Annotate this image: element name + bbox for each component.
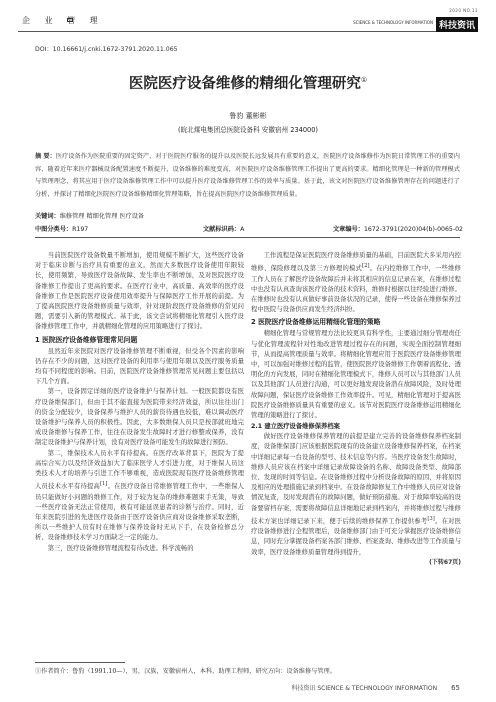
- abstract-text: 医疗设备作为医院重要的固定资产，对于医院医疗服务的提升以及医院长远发展具有重要的意义，医院医疗设备维修作为医院日常管理工作的重要内容，随着近年来医疗器械设备配置速度不断提升，设备维修的难度变高，对医院医疗设备维修管理工作提出了更高的要求。精细化管理是一种新的管理模式与管理理念，将其应用于医疗设备维修管理工作中可以提升医疗设备维修管理工作的效率与质量。基于此，该文对医院医疗设备维修管理存在的问题进行了分析，并探讨了精细化医院医疗设备维修精细化管理策略，旨在提高医院医疗设备维修管理质量。: [35, 153, 460, 198]
- article-value: 1672-3791(2020)04(b)-0065-02: [363, 226, 463, 233]
- journal-masthead: [353, 8, 478, 32]
- clc-number: [35, 224, 88, 233]
- paragraph: 第三，医疗设备维修管理流程有待改进。科学流畅的: [47, 544, 194, 552]
- clc-label: 中图分类号：: [35, 226, 73, 233]
- title-footnote-mark: ①: [360, 76, 368, 85]
- citation-ref: [3]: [427, 515, 435, 522]
- paragraph-text: 。在医疗设备日常维修管理工作中，一些维保人员只能做好小问题的维修工作，对于较为复杂的维修难题束手无策，导致一些医疗设备无法正常使用，极有可能延误患者的诊断与治疗。同时，近年来医院引进的先进医疗设备由于医疗设备供应商对设备维修采取垄断，所以一些维护人员有时在维修与保养设备时无从下手，在设备检修总分析、设备维修技术学习方面缺乏一定的能力。: [35, 483, 244, 542]
- paragraph-text: 。在对医疗设备维修进行全程管理后，设备维修部门由于可充分掌握医疗设备维修信息，同时充分掌握设备档案各部门维修、档案查询、维修改进等工作质量与效率，医疗设备维修质量管理得到提升，: [251, 517, 461, 556]
- keywords-text: 维修管理 精细化管理 医疗设备: [59, 213, 145, 220]
- footnote-rule: [35, 662, 125, 663]
- affiliation: (皖北煤电集团总医院设备科 安徽宿州 234000): [177, 126, 318, 134]
- paragraph: 第一，设备固定详细的医疗设备维护与保养计划。一般医院都设有医疗设备维保部门，但由于其不能直接为医院带来经济效益，所以往往出门的资金分配较少，设备保养与维护人员的薪资待遇也较低，难以调动医疗设备维护与保养人员的积极性。因此，大多数维保人员只是按部就班地完成设备维修与保养工作，往往在设备发生故障时才进行修整或保养，没有制定设备维护与保养计划，没有对医疗设备可能发生的故障进行预防。: [35, 388, 244, 447]
- abstract: [35, 151, 460, 201]
- journal-english-name: SCIENCE & TECHNOLOGY INFORMATION: [353, 20, 433, 25]
- code-label: 文献标识码：: [203, 226, 241, 233]
- divider: [35, 237, 460, 238]
- doi: DOI：10.16661/j.cnki.1672-3791.2020.11.065: [35, 46, 178, 53]
- page-footer: [291, 683, 460, 692]
- document-code: [203, 224, 244, 233]
- paragraph: 虽然近年来医院对医疗设备维修管理不断重视，但受各个因素的影响仍存在不少的问题，这对医疗设备的利用率与使用年限以及医疗服务质量均有不同程度的影响。目前，医院医疗设备维修管理常见问题主要包括以下几个方面。: [35, 347, 244, 386]
- paragraph: [251, 432, 461, 558]
- section-icon: [67, 18, 73, 22]
- article-label: 文章编号：: [333, 226, 364, 233]
- paragraph: [251, 251, 461, 315]
- authors: 鲁豹 董彬彬: [229, 112, 267, 120]
- section-heading: 2 医院医疗设备维修运用精细化管理的策略: [251, 318, 381, 327]
- citation-ref: [2]: [362, 263, 370, 270]
- clc-value: R197: [72, 226, 89, 233]
- abstract-label: 摘 要：: [35, 153, 56, 160]
- section-heading: 1 医院医疗设备维修管理常见问题: [35, 335, 138, 344]
- footer-journal: 科技资讯 SCIENCE & TECHNOLOGY INFORMATION: [291, 685, 438, 692]
- paragraph-text: 。在内控维修工作中，一些维修工作人员在了解医疗设备故障后并未将其相应的信息记录在案，在维修过程中也没有认真查询该医疗设备的技术资料，维修时根据以往经验进行维修。在维修时也没有认真做好事前设备状况的记录，使得一些设备在维修保养过程中医院与设备供应商发生经济纠纷。: [251, 265, 461, 314]
- journal-brand: 科技资讯: [436, 17, 478, 32]
- keywords: [35, 211, 144, 220]
- body-column-right: [251, 251, 461, 568]
- keywords-label: 关键词：: [35, 213, 60, 220]
- article-number: [333, 224, 463, 233]
- continued-note: (下转67页): [429, 558, 461, 566]
- citation-ref: [1]: [100, 481, 108, 488]
- section-label: 企 业 管 理: [22, 16, 104, 25]
- article-title: [0, 72, 496, 93]
- paragraph: [35, 449, 244, 544]
- paragraph-text: 第二，维保技术人员水平有待提高。在医疗改革背景下，医院为了提高综合实力以及经济效益加大了临床医学人才引进力度，对于维保人员这类技术人才的培养与引进工作不够重视，造成医院现有医疗设备维修管理人员技术水平有待提高: [35, 449, 244, 491]
- author-footnote: ①作者简介：鲁豹（1991.10—），男，汉族，安徽宿州人，本科，助理工程师，研究方向：设备维修与管理。: [35, 668, 336, 675]
- issue-number: 2020 NO.11: [449, 8, 478, 13]
- page-number: 65: [451, 684, 460, 692]
- paragraph: 当前医院医疗设备数量不断增加，使用规模不断扩大，这些医疗设备对于临床诊断与治疗具有重要的意义。然而大多数医疗设备使用年限较长，使用频繁，导致医疗设备故障、发生率也不断增加，及对医院医疗设备维修工作提出了更高的要求。在医疗行业中，高质量、高效率的医疗设备维修工作是医院医疗设备使用效率提升与保障医疗工作开展的前提。为了提高医院医疗设备维修质量与效率，针对现阶段医疗设备维修的常见问题，需要引入新的管理模式。基于此，该文尝试将精细化管理引入医疗设备维修管理工作中，并就精细化管理的应用策略进行了探讨。: [35, 252, 244, 331]
- code-value: A: [240, 226, 245, 233]
- page-header: [18, 6, 478, 32]
- article-title-text: 医院医疗设备维修的精细化管理研究: [128, 76, 361, 92]
- paragraph: 精细化管理与常规管理方法比较更具有科学性，主要通过细分管理责任与优化管理流程针对性地改进管理过程存在的问题，实现全面控制管理细节，从而提高管理质量与效率。将精细化管理应用于医院医疗设备维修管理中，可以加强对维修过程的监管，使医院医疗设备维修工作朝着流程化、透明化的方向发展，同时在精细化管理模式下，维修人员可以与其他部门人员以及其他部门人员进行沟通，可以更好地发现设备潜在故障风险，及时处理故障问题，保证医疗设备维修工作效率提升。可见，精细化管理对于提高医院医疗设备维修质量具有重要的意义。该节对医院医疗设备维修运用精细化管理的策略进行了探讨。: [251, 330, 461, 419]
- paragraph-text: 工作流程是保证医院医疗设备维修质量的基础，目前医院大多采用内控维修、保险修理以及第三方修理的模式: [251, 252, 461, 273]
- paragraph-text: 做好医疗设备维修保养管理的前提是建立完善的设备维修保养档案制度，设备维保部门应该根据医院现有的设备建立设备维修保养档案，在档案中详细记录每一台设备的型号、技术信息等内容。当医疗设备发生故障时，维修人员应该在档案中详细记录故障设备的名称、故障设备类型、故障部位、发现的时间等信息。在设备维修过程中分析设备故障的原因，并将原因及相应的处理措施记录到档案中。在设备故障修复工作中维修人员应对设备情况复查，及时发现潜在的故障问题，做好预防措施。对于故障率较高的设备要留档存案，需要将故障信息详细地记录到档案内，并将维修过程与维修技术方案也详细记录下来，便于后续的维修保养工作提供参考: [251, 433, 461, 525]
- subsection-heading: 2.1 建立医疗设备维修保养档案: [251, 423, 340, 431]
- body-column-left: [35, 251, 244, 554]
